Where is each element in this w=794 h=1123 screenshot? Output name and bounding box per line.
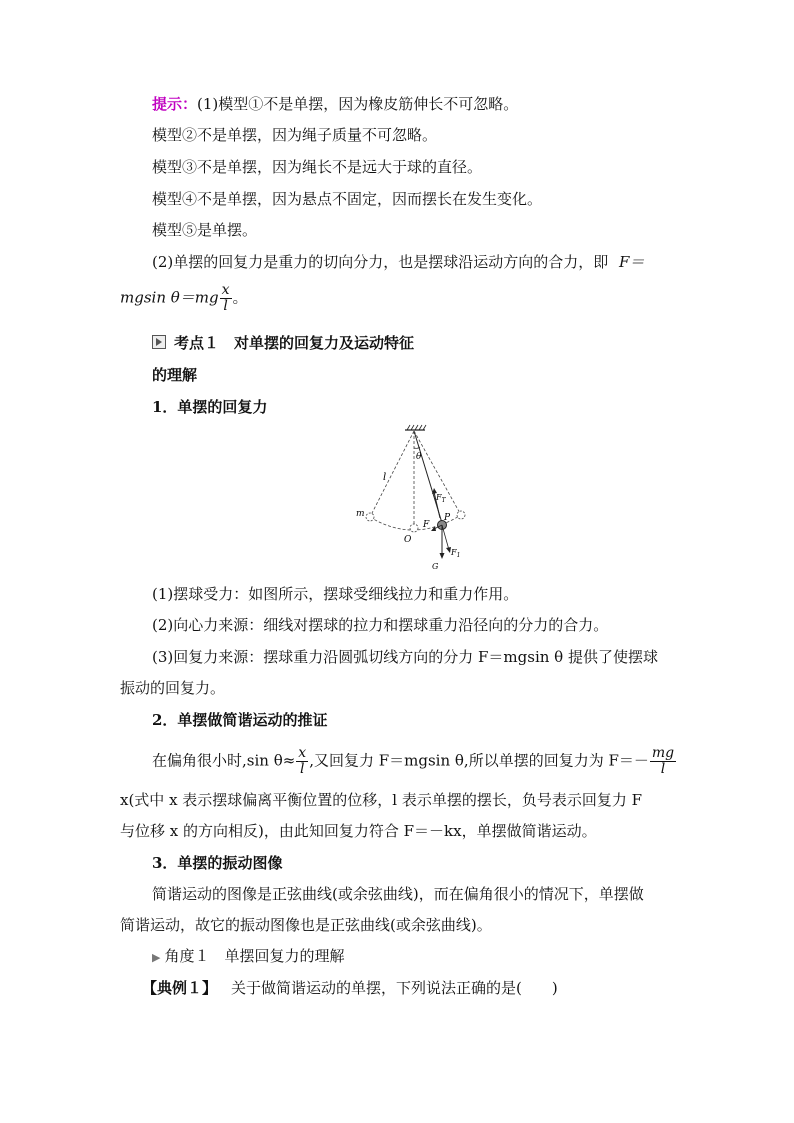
sec2-p1: 在偏角很小时,sin θ≈ $\frac{x}{l}$ ,又回复力 F＝mgsin θ,所以单摆的回复力为 F＝－ $\frac{mg}{l}$ [152,745,675,777]
fraction-mg-over-l: $\frac{mg}{l}$ [651,745,675,777]
hint-line-3: 模型③不是单摆，因为绳长不是远大于球的直径。 [152,158,483,176]
angle-title: ▶ 角度１ 单摆回复力的理解 [152,945,344,969]
label-F1: $F_1$ [451,548,461,559]
fraction-x-over-l: $\frac{x}{l}$ [221,282,230,314]
hint-label: 提示： [152,95,198,113]
hint-line-5: 模型⑤是单摆。 [152,221,258,239]
sec2-p3: 与位移 x 的方向相反)，由此知回复力符合 F＝－kx，单摆做简谐运动。 [120,822,597,840]
label-O: O [404,535,412,545]
hint-line-1: 提示：(1)模型①不是单摆，因为橡皮筋伸长不可忽略。 [152,95,519,113]
label-length-l: l [383,472,387,483]
small-triangle-icon: ▶ [152,951,161,964]
hint-line-4: 模型④不是单摆，因为悬点不固定，因而摆长在发生变化。 [152,190,543,208]
label-G: G [432,562,439,571]
sec3-p1: 简谐运动的图像是正弦曲线(或余弦曲线)，而在偏角很小的情况下，单摆做 [152,885,644,903]
sec3-p2: 简谐运动，故它的振动图像也是正弦曲线(或余弦曲线)。 [120,916,492,934]
sec1-title: 1．单摆的回复力 [152,398,268,416]
sec1-p2: (2)向心力来源：细线对摆球的拉力和摆球重力沿径向的分力的合力。 [152,616,609,634]
hint-line-2: 模型②不是单摆，因为绳子质量不可忽略。 [152,126,438,144]
sec1-p1: (1)摆球受力：如图所示，摆球受细线拉力和重力作用。 [152,585,519,603]
sec2-title: 2．单摆做简谐运动的推证 [152,711,328,729]
sec2-p2: x(式中 x 表示摆球偏离平衡位置的位移，l 表示单摆的摆长，负号表示回复力 F [120,791,643,809]
hint-line-6: (2)单摆的回复力是重力的切向分力，也是摆球沿运动方向的合力，即 F＝ [152,253,645,271]
kaodian-title: 考点１ 对单摆的回复力及运动特征 [152,332,414,354]
hint-line-7: mgsin θ＝mg $\frac{x}{l}$ 。 [120,282,248,314]
fraction-x-over-l-2: $\frac{x}{l}$ [298,745,307,777]
label-FT: $F_T$ [436,493,446,504]
pendulum-diagram [350,422,480,572]
label-m: m [356,509,365,519]
sec1-p4: 振动的回复力。 [120,679,226,697]
sec1-p3: (3)回复力来源：摆球重力沿圆弧切线方向的分力 F＝mgsin θ 提供了使摆球 [152,648,658,666]
example-label: 【典例１】 [142,979,218,997]
kaodian-title-cont: 的理解 [152,366,198,384]
play-triangle-icon [152,335,166,349]
label-theta: θ [416,452,422,462]
label-F: F [423,520,430,530]
sec3-title: 3．单摆的振动图像 [152,854,283,872]
example-line: 【典例１】 关于做简谐运动的单摆，下列说法正确的是( ) [142,979,558,997]
label-P: P [444,513,451,523]
